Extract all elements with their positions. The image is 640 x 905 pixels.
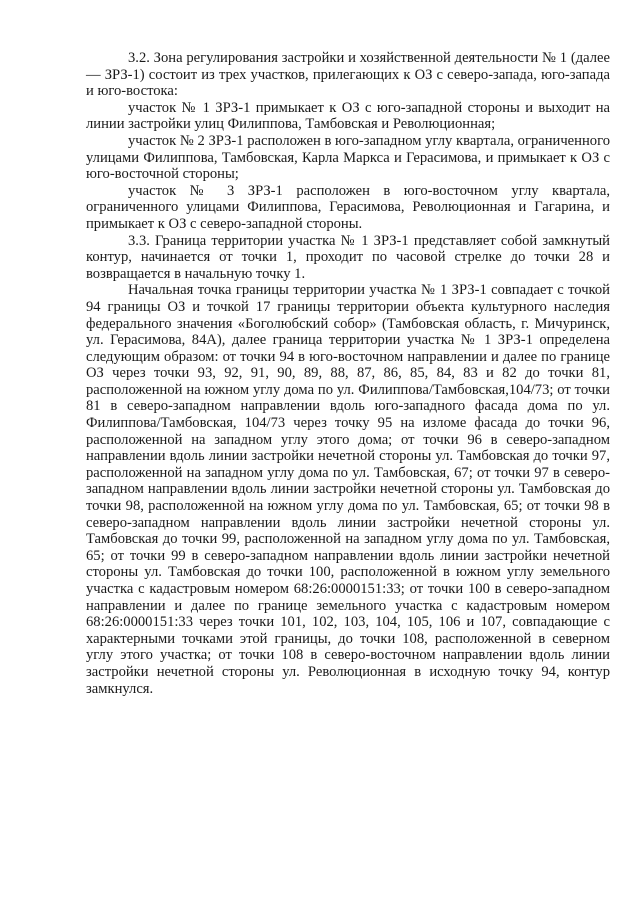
paragraph-boundary-intro: 3.3. Граница территории участка № 1 ЗРЗ-1 представляет собой замкнутый контур, начинается от точки 1, проходит по часовой стрелке до точки 28 и возвращается в начальную точку 1. (86, 232, 610, 282)
paragraph-plot-3: участок № 3 ЗРЗ-1 расположен в юго-восточном углу квартала, ограниченного улицами Филиппова, Герасимова, Революционная и Гагарина, и примыкает к ОЗ с северо-западной стороны. (86, 182, 610, 232)
paragraph-plot-2: участок № 2 ЗРЗ-1 расположен в юго-западном углу квартала, ограниченного улицами Филиппова, Тамбовская, Карла Маркса и Герасимова, и примыкает к ОЗ с юго-восточной стороны; (86, 132, 610, 183)
paragraph-zrz1-intro: 3.2. Зона регулирования застройки и хозяйственной деятельности № 1 (далее — ЗРЗ-1) состоит из трех участков, прилегающих к ОЗ с северо-запада, юго-запада и юго-востока: (86, 50, 610, 100)
paragraph-boundary-description: Начальная точка границы территории участка № 1 ЗРЗ-1 совпадает с точкой 94 границы ОЗ и точкой 17 границы территории объекта культурного наследия федерального значения «Боголюбский собор» (Тамбовская область, г. Мичуринск, ул. Герасимова, 84А), далее граница территории участка № 1 ЗРЗ-1 определена следующим образом: от точки 94 в юго-восточном направлении и далее по границе ОЗ через точки 93, 92, 91, 90, 89, 88, 87, 86, 85, 84, 83 и 82 до точки 81, расположенной на южном углу дома по ул. Филиппова/Тамбовская,104/73; от точки 81 в северо-западном направлении вдоль юго-западного фасада дома по ул. Филиппова/Тамбовская, 104/73 через точку 95 на изломе фасада до точки 96, расположенной на западном углу этого дома; от точки 96 в северо-западном направлении вдоль линии застройки нечетной стороны ул. Тамбовская до точки 97, расположенной на западном углу дома по ул. Тамбовская, 67; от точки 97 в северо-западном направлении вдоль линии застройки нечетной стороны ул. Тамбовская до точки 98, расположенной на южном углу дома по ул. Тамбовская, 65; от точки 98 в северо-западном направлении вдоль линии застройки нечетной стороны ул. Тамбовская до точки 99, расположенной на западном углу дома по ул. Тамбовская, 65; от точки 99 в северо-западном направлении вдоль линии застройки нечетной стороны ул. Тамбовская до точки 100, расположенной в южном углу земельного участка с кадастровым номером 68:26:0000151:33; от точки 100 в северо-западном направлении и далее по границе земельного участка с кадастровым номером 68:26:0000151:33 через точки 101, 102, 103, 104, 105, 106 и 107, совпадающие с характерными точками этой границы, до точки 108, расположенной в северном углу этого участка; от точки 108 в северо-восточном направлении вдоль линии застройки нечетной стороны ул. Революционная в исходную точку 94, контур замкнулся. (86, 282, 610, 697)
paragraph-plot-1: участок № 1 ЗРЗ-1 примыкает к ОЗ с юго-западной стороны и выходит на линии застройки улиц Филиппова, Тамбовская и Революционная; (86, 99, 610, 133)
document-page (86, 50, 610, 697)
